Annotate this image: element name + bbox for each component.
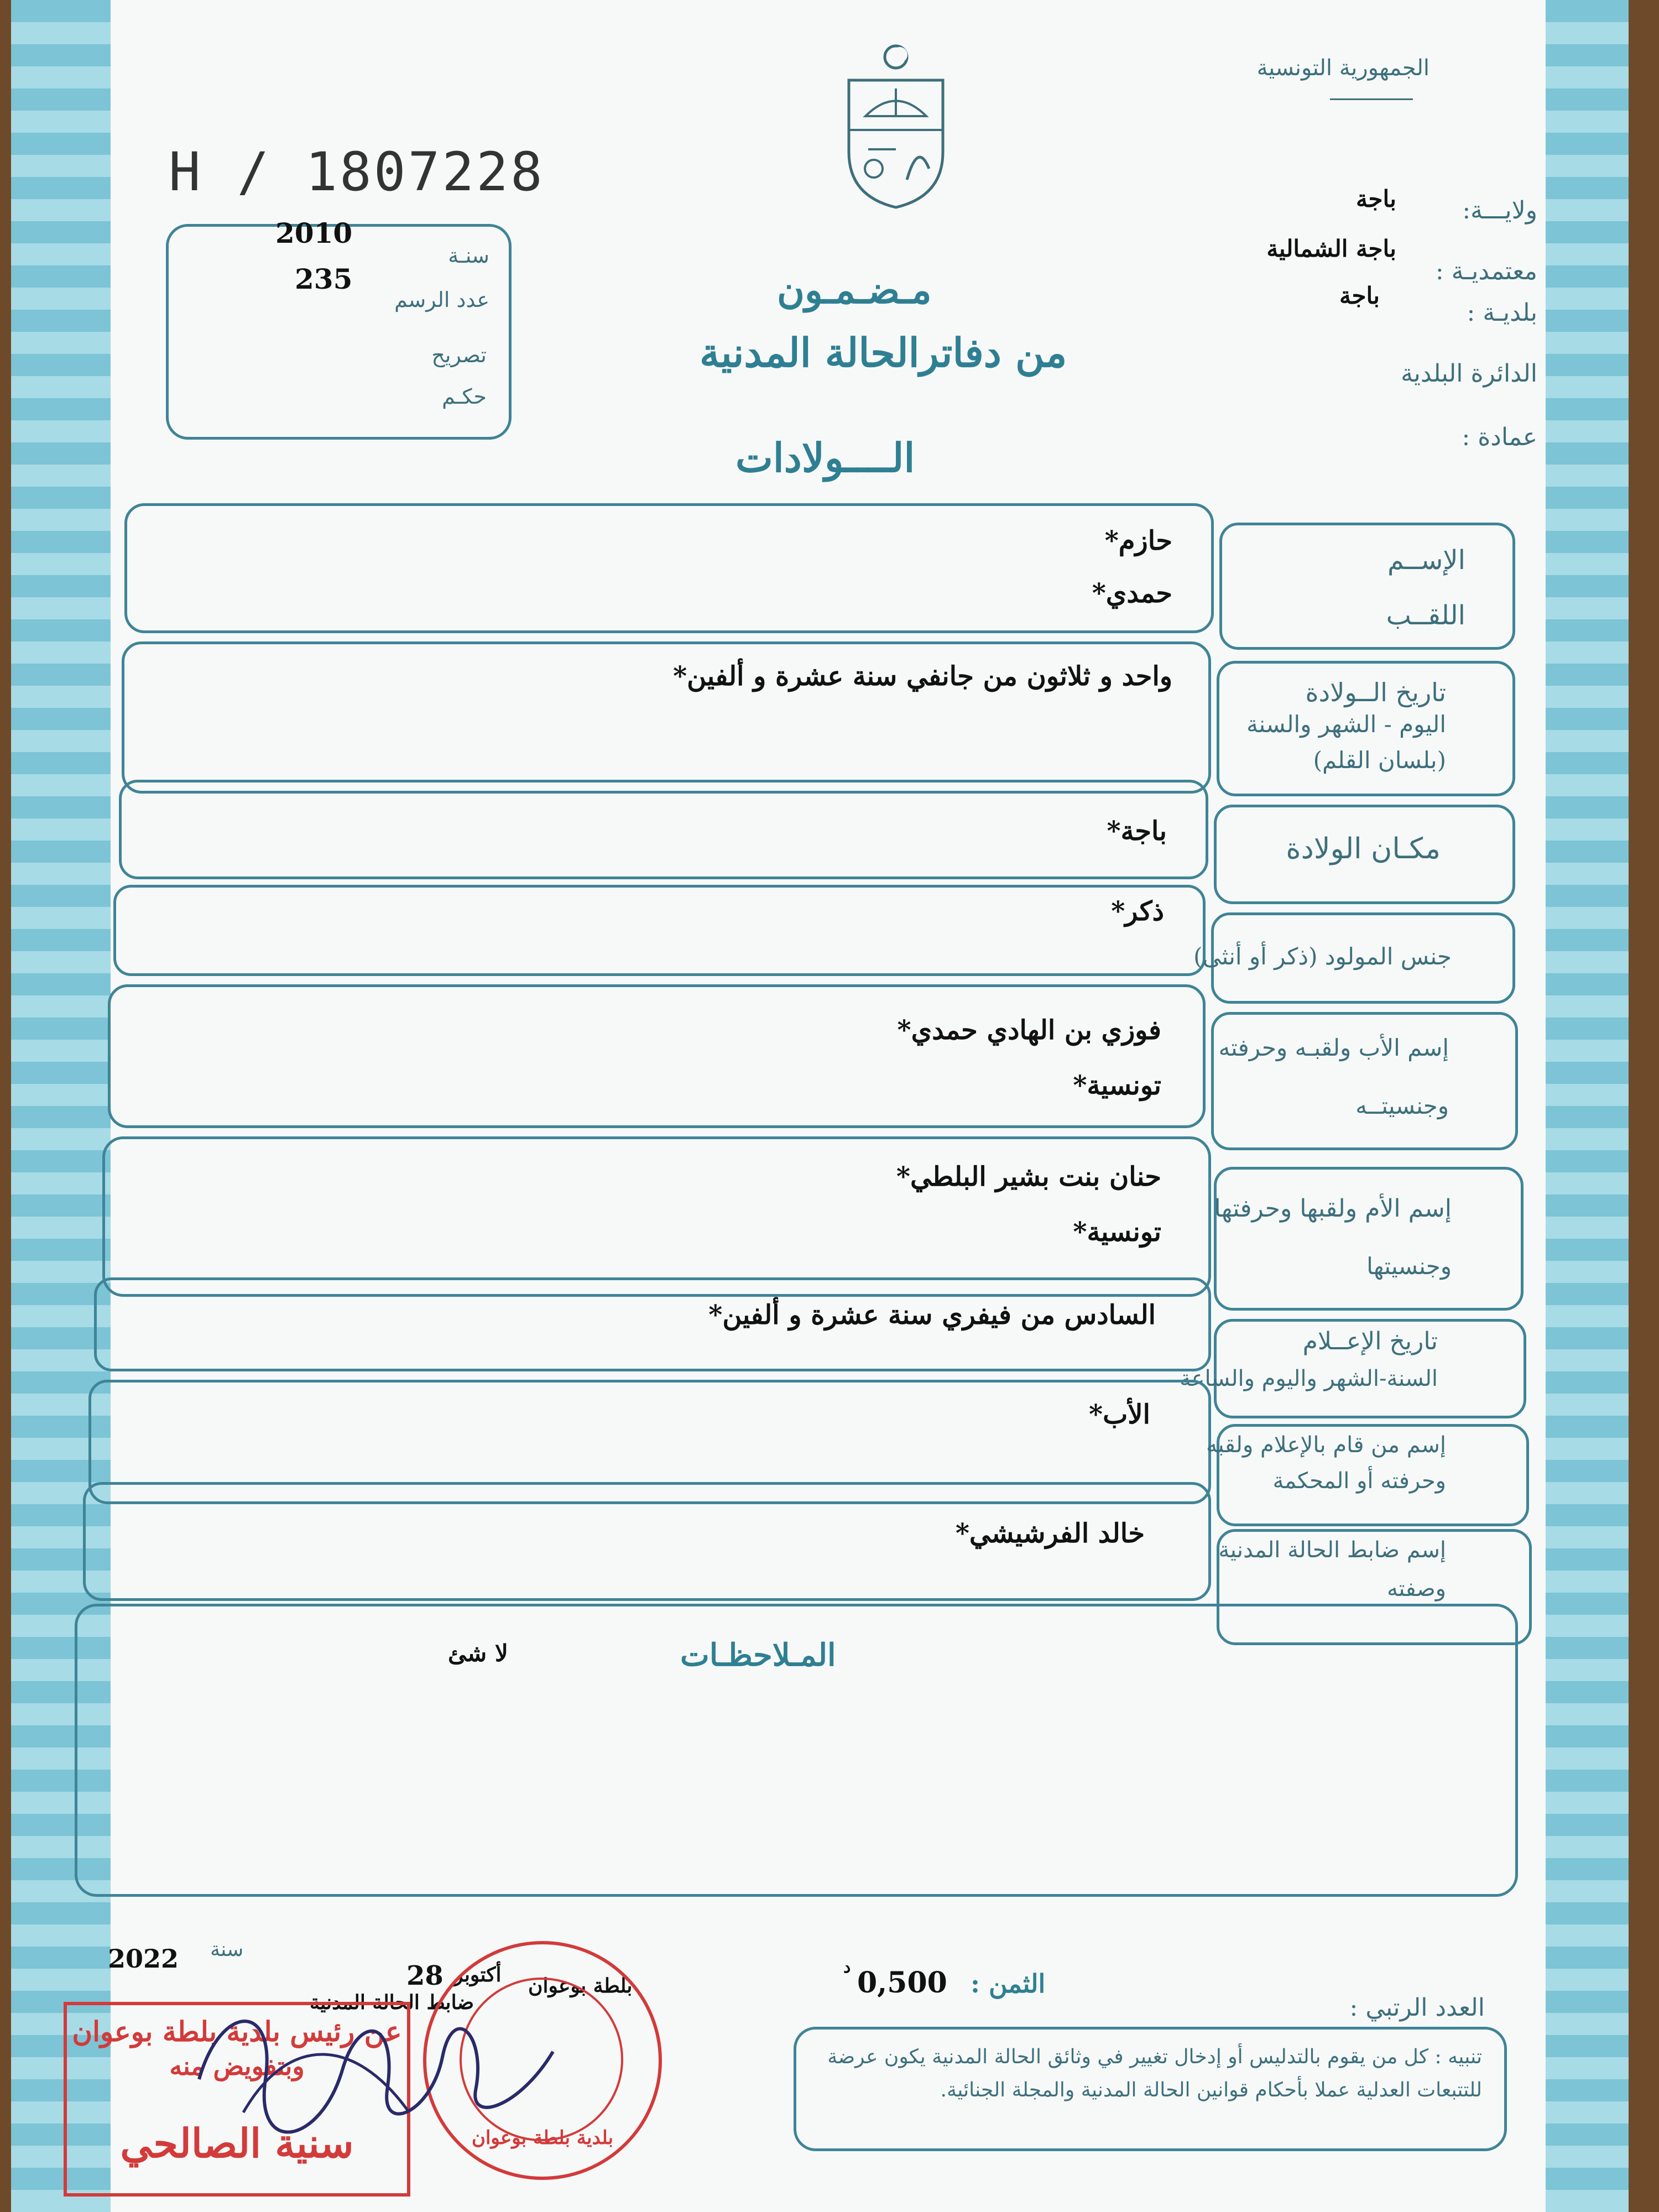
value-box-birth-place: [119, 780, 1208, 879]
title-line1: مـضـمـون: [777, 268, 932, 312]
republic-title: الجمهورية التونسية: [1256, 55, 1430, 81]
label-declaration-date: تاريخ الإعــلام: [1302, 1327, 1438, 1355]
record-number-label: عدد الرسم: [394, 288, 489, 312]
label-declaration-date-sub: السنة-الشهر واليوم والساعة: [1180, 1366, 1438, 1391]
label-birth-place: مكـان الولادة: [1286, 832, 1441, 865]
wilaya-value: باجة: [1356, 185, 1396, 212]
value-officer: خالد الفرشيشي*: [955, 1518, 1145, 1549]
baladia-value: باجة: [1339, 282, 1380, 309]
seal-text: بلدية بلطة بوعوان: [471, 2127, 614, 2149]
label-mother: إسم الأم ولقبها وحرفتها: [1214, 1194, 1452, 1223]
value-first-name: حازم*: [1104, 525, 1172, 556]
label-first-name: الإســم: [1387, 545, 1465, 576]
serial-number: H / 1807228: [169, 141, 545, 203]
remarks-value: لا شئ: [448, 1640, 508, 1667]
label-last-name: اللقــب: [1386, 600, 1465, 631]
label-sex: جنس المولود (ذكر أو أنثى): [1193, 943, 1452, 970]
value-mother: حنان بنت بشير البلطي*: [896, 1161, 1161, 1192]
value-birth-place: باجة*: [1107, 816, 1167, 847]
declaration-label: تصريح: [431, 343, 487, 367]
value-declaration-date: السادس من فيفري سنة عشرة و ألفين*: [708, 1300, 1156, 1331]
value-last-name: حمدي*: [1092, 578, 1172, 609]
label-box-father: [1211, 1012, 1518, 1150]
label-mother-nationality: وجنسيتها: [1366, 1253, 1452, 1280]
label-birth-date-pen: (بلسان القلم): [1313, 747, 1446, 774]
footer-year-value: 2022: [108, 1944, 179, 1974]
price-value: 0,500: [857, 1966, 947, 2000]
republic-underline: [1330, 98, 1413, 100]
record-year-value: 2010: [275, 217, 353, 249]
mootamadia-value: باجة الشمالية: [1266, 235, 1396, 262]
coat-of-arms-icon: [835, 41, 957, 213]
serial-number-label: العدد الرتبي :: [1349, 1994, 1485, 2022]
label-birth-date-sub: اليوم - الشهر والسنة: [1246, 711, 1446, 738]
footer-date-month: أكتوبر: [453, 1963, 502, 1986]
label-declarant-sub: وحرفته أو المحكمة: [1272, 1468, 1446, 1494]
label-officer: إسم ضابط الحالة المدنية: [1218, 1537, 1446, 1563]
value-box-mother: [102, 1136, 1211, 1297]
mootamadia-label: معتمديـة :: [1435, 257, 1537, 285]
footer-year-label: سنة: [210, 1938, 244, 1961]
warning-text: تنبيه : كل من يقوم بالتدليس أو إدخال تغيير في وثائق الحالة المدنية يكون عرضة للتتبعات العدلية عملا بأحكام قوانين الحالة المدنية والمجلة الجنائية.: [827, 2046, 1482, 2101]
value-birth-date: واحد و ثلاثون من جانفي سنة عشرة و ألفين*: [673, 661, 1172, 692]
value-father-nationality: تونسية*: [1073, 1070, 1161, 1101]
value-sex: ذكر*: [1111, 896, 1164, 927]
signature-icon: [177, 1969, 575, 2157]
label-father: إسم الأب ولقبـه وحرفته: [1218, 1034, 1449, 1061]
document-paper: [11, 0, 1629, 2212]
daira-label: الدائرة البلدية: [1401, 359, 1537, 388]
footer-place: بلطة بوعوان: [528, 1974, 633, 1997]
record-year-label: سنـة: [448, 243, 489, 268]
baladia-label: بلديـة :: [1467, 299, 1537, 327]
value-mother-nationality: تونسية*: [1073, 1217, 1161, 1248]
value-box-name: [124, 503, 1214, 633]
label-box-name: [1219, 523, 1515, 650]
label-declarant: إسم من قام بالإعلام ولقبه: [1206, 1432, 1446, 1458]
label-birth-date: تاريخ الــولادة: [1305, 677, 1446, 707]
right-guilloche-border: [1546, 0, 1629, 2212]
stamp-line2: وبتفويض منه: [169, 2051, 305, 2081]
stamp-line3: سنية الصالحي: [120, 2120, 354, 2167]
label-officer-sub: وصفته: [1386, 1576, 1446, 1601]
record-number-value: 235: [295, 263, 353, 295]
value-box-sex: [113, 885, 1206, 976]
footer-date-day: 28: [406, 1960, 444, 1991]
title-line2: من دفاترالحالة المدنية: [700, 329, 1067, 376]
footer-officer: ضابط الحالة المدنية: [310, 1991, 474, 2014]
value-father: فوزي بن الهادي حمدي*: [897, 1015, 1161, 1046]
judgment-label: حكـم: [442, 384, 487, 409]
value-box-father: [108, 984, 1206, 1128]
wilaya-label: ولايـــة:: [1462, 196, 1537, 225]
label-father-nationality: وجنسيتــه: [1355, 1092, 1449, 1119]
label-box-mother: [1214, 1167, 1524, 1311]
remarks-label: المـلاحظـات: [680, 1637, 836, 1673]
section-title: الــــولادات: [735, 434, 915, 481]
price-unit: د: [843, 1958, 851, 1977]
omada-label: عمادة :: [1462, 423, 1537, 451]
stamp-line1: عن رئيس بلدية بلطة بوعوان: [72, 2015, 402, 2048]
value-declarant: الأب*: [1089, 1399, 1150, 1430]
price-label: الثمن :: [971, 1969, 1046, 1999]
